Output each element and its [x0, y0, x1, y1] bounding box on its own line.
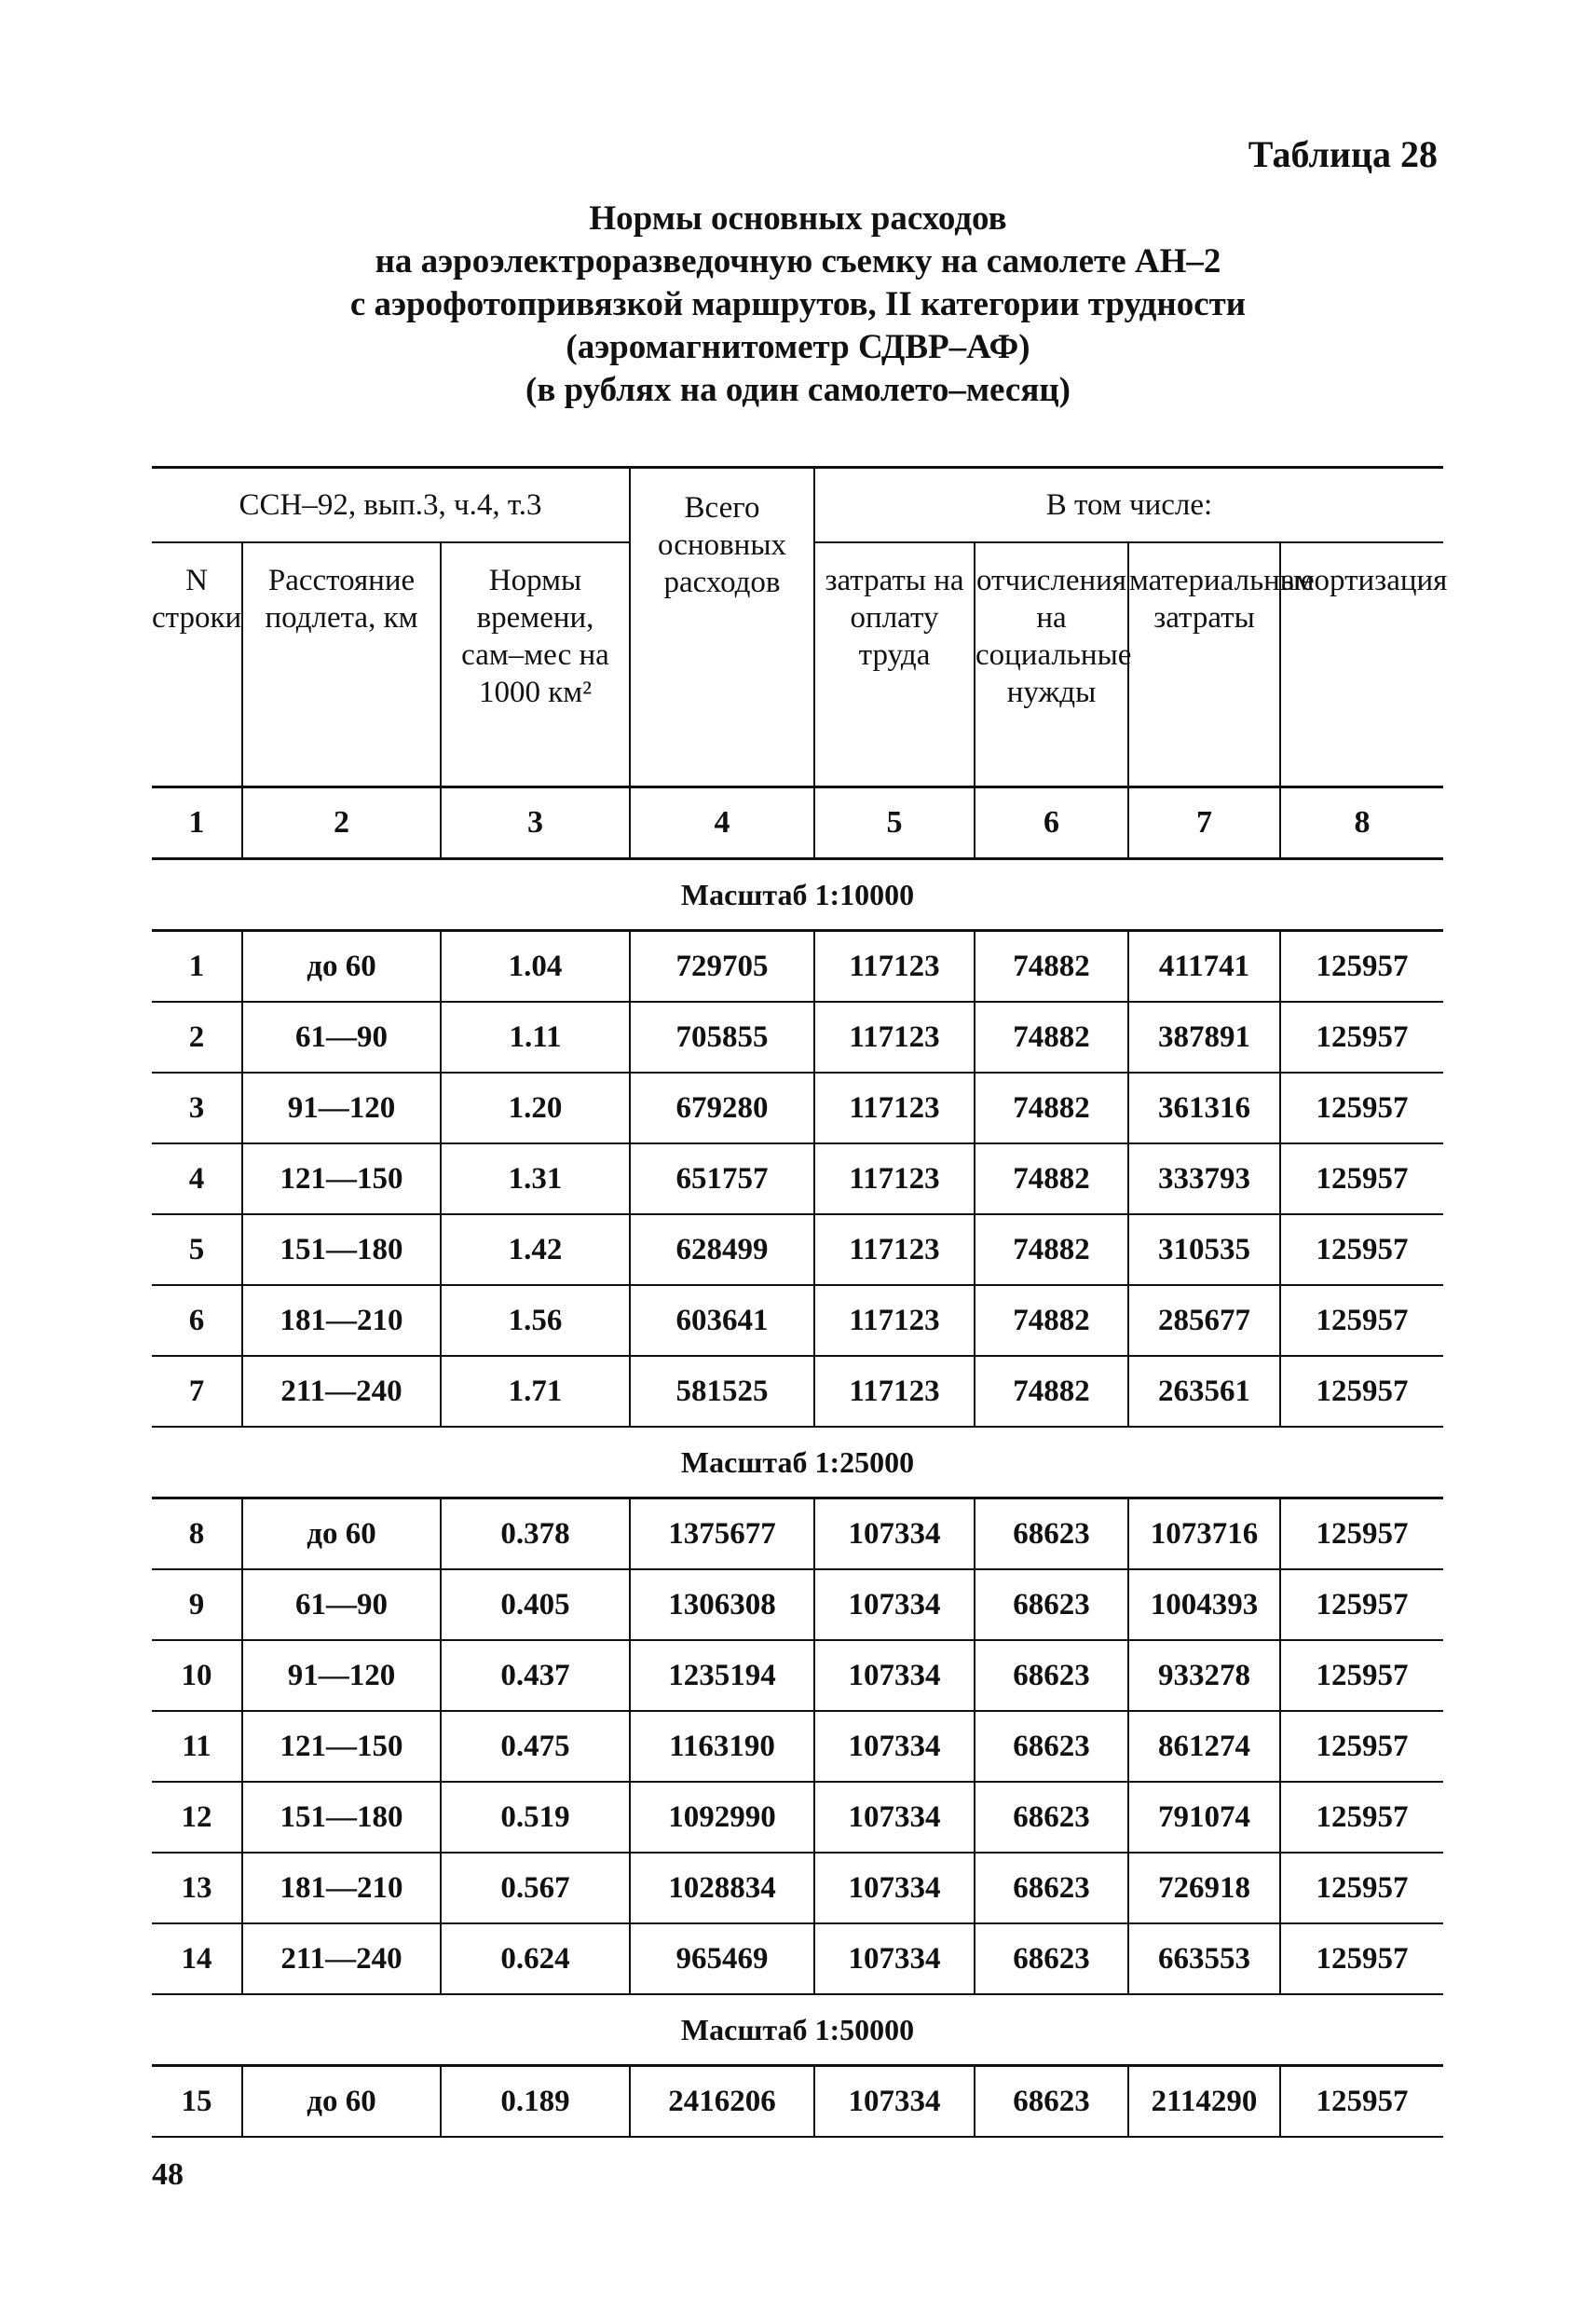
table-cell: 0.519	[441, 1782, 630, 1853]
column-number: 8	[1280, 787, 1443, 859]
column-number: 3	[441, 787, 630, 859]
table-label: Таблица 28	[1248, 133, 1438, 175]
table-cell: 121—150	[242, 1143, 441, 1214]
table-cell: 68623	[975, 2066, 1128, 2138]
table-cell: 125957	[1280, 1923, 1443, 1994]
table-cell: 1.04	[441, 931, 630, 1003]
table-cell: 1092990	[630, 1782, 814, 1853]
table-cell: 121—150	[242, 1711, 441, 1782]
table-cell: 13	[152, 1853, 242, 1923]
title-line: с аэрофотопривязкой маршрутов, II категории трудности	[349, 285, 1247, 323]
table-cell: 107334	[814, 1923, 975, 1994]
table-cell: 61—90	[242, 1569, 441, 1640]
table-cell: 705855	[630, 1002, 814, 1073]
table-cell: 2114290	[1128, 2066, 1280, 2138]
table-cell: 1028834	[630, 1853, 814, 1923]
table-cell: 7	[152, 1356, 242, 1427]
table-cell: 1.71	[441, 1356, 630, 1427]
header-material-costs: материальные затраты	[1128, 542, 1280, 787]
section-title: Масштаб 1:25000	[152, 1427, 1443, 1498]
table-cell: 11	[152, 1711, 242, 1782]
table-cell: 61—90	[242, 1002, 441, 1073]
table-cell: 68623	[975, 1640, 1128, 1711]
table-cell: 861274	[1128, 1711, 1280, 1782]
table-cell: 2416206	[630, 2066, 814, 2138]
table-cell: 1375677	[630, 1498, 814, 1570]
table-cell: 68623	[975, 1569, 1128, 1640]
table-cell: 151—180	[242, 1214, 441, 1285]
table-cell: 107334	[814, 1640, 975, 1711]
table-cell: 1.56	[441, 1285, 630, 1356]
table-cell: 603641	[630, 1285, 814, 1356]
table-cell: 0.475	[441, 1711, 630, 1782]
header-including: В том числе:	[814, 468, 1443, 543]
table-cell: 726918	[1128, 1853, 1280, 1923]
table-cell: 1004393	[1128, 1569, 1280, 1640]
table-row	[152, 1073, 1443, 1143]
table-cell: 791074	[1128, 1782, 1280, 1853]
table-cell: 74882	[975, 1214, 1128, 1285]
table-cell: 91—120	[242, 1640, 441, 1711]
table-cell: 663553	[1128, 1923, 1280, 1994]
section-title: Масштаб 1:10000	[152, 859, 1443, 931]
table-cell: 125957	[1280, 1853, 1443, 1923]
table-cell: до 60	[242, 2066, 441, 2138]
table-cell: 285677	[1128, 1285, 1280, 1356]
table-cell: 68623	[975, 1853, 1128, 1923]
table-cell: 628499	[630, 1214, 814, 1285]
title-line: (в рублях на один самолето–месяц)	[525, 371, 1071, 409]
table-cell: 2	[152, 1002, 242, 1073]
header-distance: Расстояние подлета, км	[242, 542, 441, 787]
table-cell: 1	[152, 931, 242, 1003]
table-row	[152, 1853, 1443, 1923]
table-cell: 107334	[814, 1711, 975, 1782]
table-cell: 9	[152, 1569, 242, 1640]
table-cell: 68623	[975, 1711, 1128, 1782]
table-cell: 310535	[1128, 1214, 1280, 1285]
table-cell: 125957	[1280, 1356, 1443, 1427]
header-total: Всего основных расходов	[630, 468, 814, 787]
table-cell: 117123	[814, 1002, 975, 1073]
table-cell: 387891	[1128, 1002, 1280, 1073]
table-cell: 117123	[814, 1073, 975, 1143]
table-row	[152, 1782, 1443, 1853]
table-cell: 68623	[975, 1923, 1128, 1994]
table-cell: 117123	[814, 1356, 975, 1427]
table-cell: 0.567	[441, 1853, 630, 1923]
table-cell: 15	[152, 2066, 242, 2138]
table-cell: 125957	[1280, 1782, 1443, 1853]
table-cell: 4	[152, 1143, 242, 1214]
header-labor-costs: затраты на оплату труда	[814, 542, 975, 787]
table-cell: 117123	[814, 1143, 975, 1214]
table-cell: 74882	[975, 1143, 1128, 1214]
table-cell: 12	[152, 1782, 242, 1853]
table-cell: до 60	[242, 1498, 441, 1570]
table-cell: 361316	[1128, 1073, 1280, 1143]
table-cell: 151—180	[242, 1782, 441, 1853]
column-number: 5	[814, 787, 975, 859]
table-cell: 1.11	[441, 1002, 630, 1073]
table-cell: 117123	[814, 931, 975, 1003]
table-cell: 211—240	[242, 1356, 441, 1427]
table-cell: 74882	[975, 1002, 1128, 1073]
table-cell: 729705	[630, 931, 814, 1003]
table-cell: 125957	[1280, 1002, 1443, 1073]
table-cell: 125957	[1280, 1711, 1443, 1782]
table-cell: 107334	[814, 1853, 975, 1923]
table-cell: 125957	[1280, 1143, 1443, 1214]
table-cell: 411741	[1128, 931, 1280, 1003]
title-line: Нормы основных расходов	[589, 199, 1007, 238]
table-cell: 117123	[814, 1285, 975, 1356]
table-cell: 10	[152, 1640, 242, 1711]
table-row	[152, 1002, 1443, 1073]
table-cell: 125957	[1280, 1569, 1443, 1640]
table-cell: 125957	[1280, 1214, 1443, 1285]
table-cell: 6	[152, 1285, 242, 1356]
table-row	[152, 2066, 1443, 2138]
table-cell: 125957	[1280, 1285, 1443, 1356]
table-cell: 125957	[1280, 1640, 1443, 1711]
table-row	[152, 1285, 1443, 1356]
table-cell: 3	[152, 1073, 242, 1143]
title-line: (аэромагнитометр СДВР–АФ)	[566, 328, 1030, 366]
table-cell: 0.437	[441, 1640, 630, 1711]
table-cell: 211—240	[242, 1923, 441, 1994]
norms-table	[152, 466, 1448, 2138]
table-cell: 68623	[975, 1498, 1128, 1570]
table-cell: 651757	[630, 1143, 814, 1214]
table-cell: 181—210	[242, 1285, 441, 1356]
table-cell: 333793	[1128, 1143, 1280, 1214]
table-cell: 1073716	[1128, 1498, 1280, 1570]
table-cell: 1.42	[441, 1214, 630, 1285]
table-cell: 68623	[975, 1782, 1128, 1853]
table-cell: 107334	[814, 1782, 975, 1853]
column-number: 1	[152, 787, 242, 859]
table-cell: 181—210	[242, 1853, 441, 1923]
table-cell: 125957	[1280, 931, 1443, 1003]
table-cell: 1235194	[630, 1640, 814, 1711]
table-cell: 679280	[630, 1073, 814, 1143]
table-row	[152, 1711, 1443, 1782]
column-number: 4	[630, 787, 814, 859]
table-cell: 117123	[814, 1214, 975, 1285]
table-cell: 1306308	[630, 1569, 814, 1640]
header-ssn: ССН–92, вып.3, ч.4, т.3	[152, 468, 630, 543]
table-row	[152, 1498, 1443, 1570]
table-row	[152, 1569, 1443, 1640]
table-title	[0, 198, 1596, 412]
header-depreciation: амортизация	[1280, 542, 1443, 787]
table-row	[152, 1640, 1443, 1711]
table-cell: 91—120	[242, 1073, 441, 1143]
section-title: Масштаб 1:50000	[152, 1994, 1443, 2066]
table-cell: 0.405	[441, 1569, 630, 1640]
table-cell: 8	[152, 1498, 242, 1570]
table-cell: 5	[152, 1214, 242, 1285]
title-line: на аэроэлектроразведочную съемку на самолете АН–2	[375, 242, 1221, 280]
header-time-norms: Нормы времени, сам–мес на 1000 км²	[441, 542, 630, 787]
table-cell: 125957	[1280, 2066, 1443, 2138]
table-row	[152, 1923, 1443, 1994]
column-number: 2	[242, 787, 441, 859]
table-cell: 1163190	[630, 1711, 814, 1782]
table-cell: 74882	[975, 1356, 1128, 1427]
header-social-contributions: отчисления на социальные нужды	[975, 542, 1128, 787]
table-cell: 0.189	[441, 2066, 630, 2138]
table-cell: 0.378	[441, 1498, 630, 1570]
table-cell: 74882	[975, 931, 1128, 1003]
table-cell: 965469	[630, 1923, 814, 1994]
table-row	[152, 1143, 1443, 1214]
table-cell: 933278	[1128, 1640, 1280, 1711]
column-number: 7	[1128, 787, 1280, 859]
table-cell: 107334	[814, 1569, 975, 1640]
table-cell: 107334	[814, 1498, 975, 1570]
table-cell: 1.31	[441, 1143, 630, 1214]
table-cell: 125957	[1280, 1498, 1443, 1570]
page-number: 48	[152, 2157, 184, 2192]
table-cell: 125957	[1280, 1073, 1443, 1143]
table-cell: 0.624	[441, 1923, 630, 1994]
column-number: 6	[975, 787, 1128, 859]
table-cell: 581525	[630, 1356, 814, 1427]
table-cell: 74882	[975, 1285, 1128, 1356]
table-row	[152, 931, 1443, 1003]
table-row	[152, 1214, 1443, 1285]
table-cell: 107334	[814, 2066, 975, 2138]
table-cell: 14	[152, 1923, 242, 1994]
table-cell: 74882	[975, 1073, 1128, 1143]
table-cell: до 60	[242, 931, 441, 1003]
header-row-number: N строки	[152, 564, 242, 635]
table-row	[152, 1356, 1443, 1427]
table-cell: 1.20	[441, 1073, 630, 1143]
table-cell: 263561	[1128, 1356, 1280, 1427]
